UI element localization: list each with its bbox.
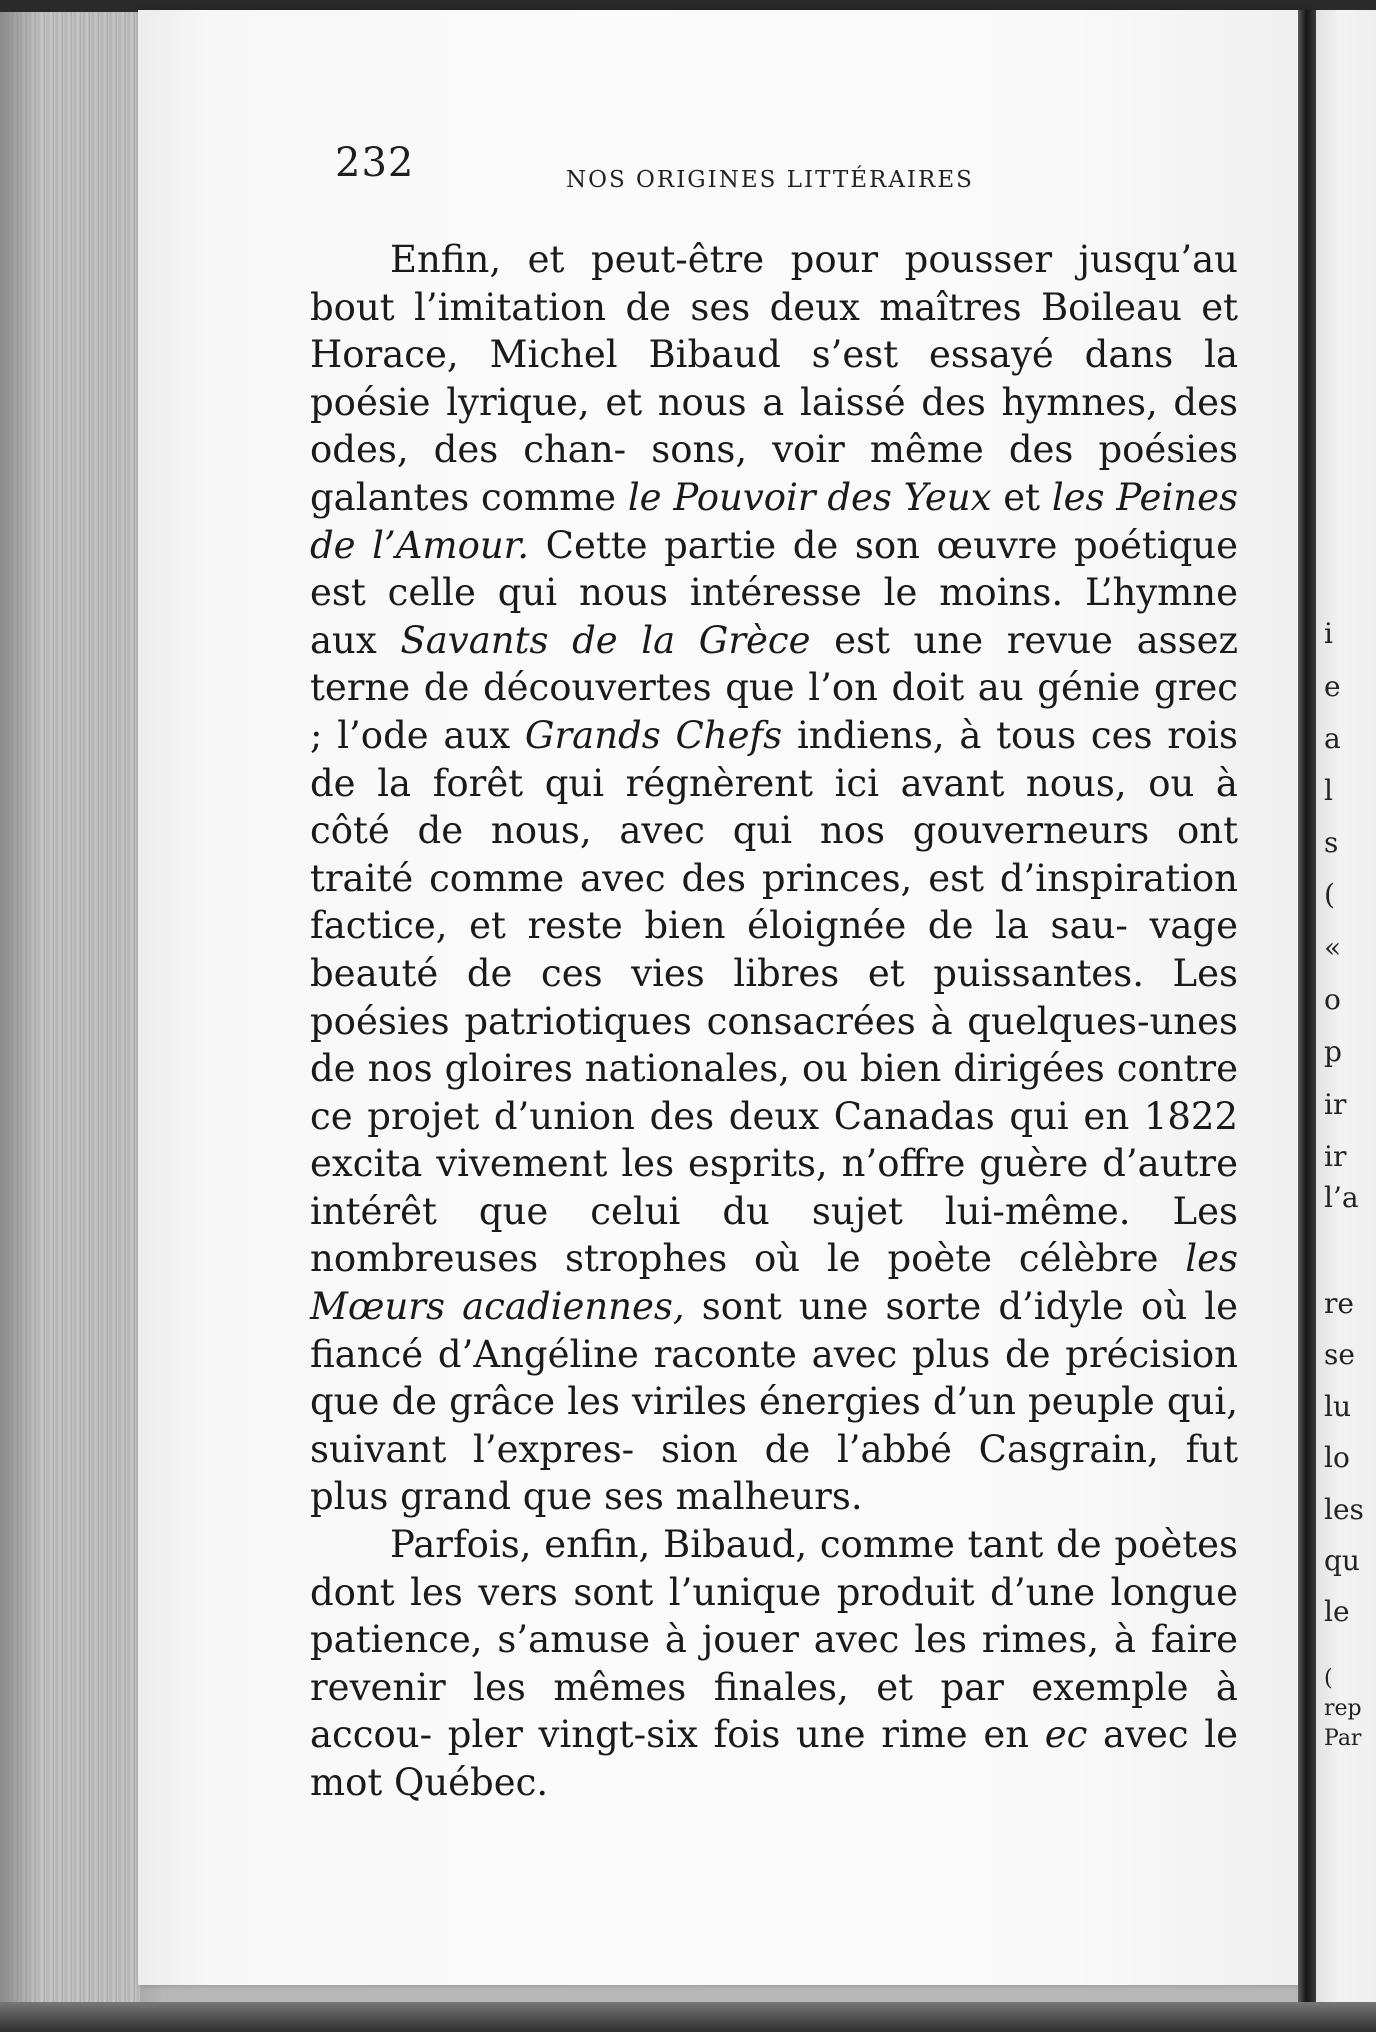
- text-fragment: et: [991, 475, 1052, 519]
- text-line: partie de son œuvre poétique est celle qui nous: [310, 523, 1239, 615]
- facing-page-sliver: [1316, 10, 1376, 2005]
- italic-text: le: [627, 475, 662, 519]
- text-line: viriles énergies d’un peuple qui, suivant l’expres-: [310, 1380, 1238, 1471]
- facing-fragment: s: [1324, 826, 1339, 859]
- text-line: que celui du sujet lui-même. Les nombreuses: [310, 1189, 1238, 1281]
- text-line: vage beauté de ces vies libres et puissantes. Les: [310, 904, 1239, 995]
- italic-title: Savants de la: [400, 618, 676, 662]
- book-gutter: [1298, 10, 1316, 2005]
- text-line: patience, s’amuse à jouer avec les rimes, à faire: [310, 1618, 1238, 1662]
- left-shadow: [0, 0, 40, 2032]
- text-fragment: est une revue assez terne de découvertes que: [310, 618, 1238, 710]
- facing-fragment: Par: [1324, 1726, 1362, 1751]
- italic-title: Grèce: [698, 618, 811, 662]
- italic-title: les Peines de l’Amour.: [310, 475, 1238, 567]
- running-head: NOS ORIGINES LITTÉRAIRES: [566, 167, 974, 193]
- facing-fragment: se: [1324, 1338, 1355, 1371]
- facing-fragment: i: [1324, 617, 1333, 650]
- text-line: poésies patriotiques consacrées à quelques-unes de: [310, 999, 1238, 1091]
- text-line: revenir les mêmes finales, et par exemple à accou-: [310, 1665, 1238, 1757]
- text-line: dont les vers sont l’unique produit d’une longue: [310, 1570, 1238, 1614]
- text-line: malheurs.: [675, 1475, 863, 1519]
- facing-fragment: l: [1324, 774, 1333, 807]
- text-line: sont une sorte d’idyle où le fiancé d’Angéline: [310, 1285, 1239, 1376]
- facing-fragment: rep: [1324, 1696, 1362, 1721]
- facing-fragment: a: [1324, 722, 1341, 755]
- facing-fragment: les: [1324, 1493, 1364, 1526]
- facing-fragment: lu: [1324, 1390, 1351, 1423]
- text-line: nos gloires nationales, ou bien dirigées contre ce: [310, 1047, 1238, 1138]
- facing-fragment: (: [1324, 878, 1335, 911]
- text-line: l’on doit au génie grec ; l’ode aux: [310, 666, 1239, 757]
- italic-title: Pouvoir des Yeux: [673, 475, 992, 519]
- facing-fragment: re: [1324, 1287, 1354, 1320]
- text-line: sons, voir même des poésies galantes comme: [310, 428, 1239, 519]
- text-line: strophes où le poète célèbre: [564, 1237, 1186, 1281]
- italic-title: les Mœurs acadiennes,: [310, 1237, 1238, 1329]
- facing-fragment: (: [1324, 1666, 1333, 1691]
- text-line: d’inspiration factice, et reste bien éloignée de la sau-: [310, 856, 1238, 948]
- facing-fragment: «: [1324, 931, 1342, 964]
- text-line: Parfois, enfin, Bibaud, comme tant de poètes: [390, 1523, 1238, 1567]
- paragraph-2: [310, 1521, 1238, 1807]
- facing-fragment: l’a: [1324, 1181, 1359, 1214]
- paragraph-1: [310, 236, 1238, 1521]
- text-line: intéresse le moins. L’hymne aux: [310, 571, 1238, 662]
- text-fragment: avec le mot Québec.: [310, 1713, 1239, 1804]
- facing-fragment: qu: [1324, 1544, 1360, 1577]
- facing-fragment: e: [1324, 670, 1341, 703]
- text-line: sion de l’abbé Casgrain, fut plus grand que ses: [310, 1427, 1238, 1519]
- text-line: projet d’union des deux Canadas qui en 1822 excita: [310, 1094, 1238, 1186]
- text-line: gouverneurs ont traité comme avec des princes, est: [310, 809, 1238, 900]
- text-line: l’imitation de ses deux maîtres Boileau et Horace,: [310, 285, 1239, 377]
- italic-title: Grands Chefs: [524, 713, 783, 757]
- facing-fragment: p: [1324, 1035, 1342, 1068]
- facing-fragment: ir: [1324, 1088, 1347, 1121]
- text-line: indiens, à tous ces rois de la forêt qui régnèrent: [310, 713, 1238, 805]
- facing-fragment: o: [1324, 983, 1341, 1016]
- text-line: Enfin, et peut-être pour pousser jusqu’au bout: [310, 238, 1238, 329]
- italic-text: ec: [1044, 1713, 1088, 1757]
- text-line: ici avant nous, ou à côté de nous, avec qui nos: [310, 761, 1238, 853]
- page-body-text: [310, 236, 1238, 1807]
- text-line: et nous a laissé des hymnes, des odes, des chan-: [310, 380, 1238, 472]
- facing-fragment: le: [1324, 1595, 1350, 1628]
- text-line: vivement les esprits, n’offre guère d’autre intérêt: [310, 1142, 1238, 1233]
- facing-fragment: ir: [1324, 1140, 1347, 1173]
- text-fragment: Cette: [529, 523, 648, 567]
- page-number: 232: [335, 140, 415, 186]
- facing-fragment: lo: [1324, 1441, 1350, 1474]
- scan-bottom-border: [0, 2002, 1376, 2032]
- text-line: pler vingt-six fois une rime en: [447, 1713, 1045, 1757]
- text-line: raconte avec plus de précision que de grâce les: [310, 1332, 1239, 1424]
- text-line: Michel Bibaud s’est essayé dans la poésie lyrique,: [310, 333, 1239, 424]
